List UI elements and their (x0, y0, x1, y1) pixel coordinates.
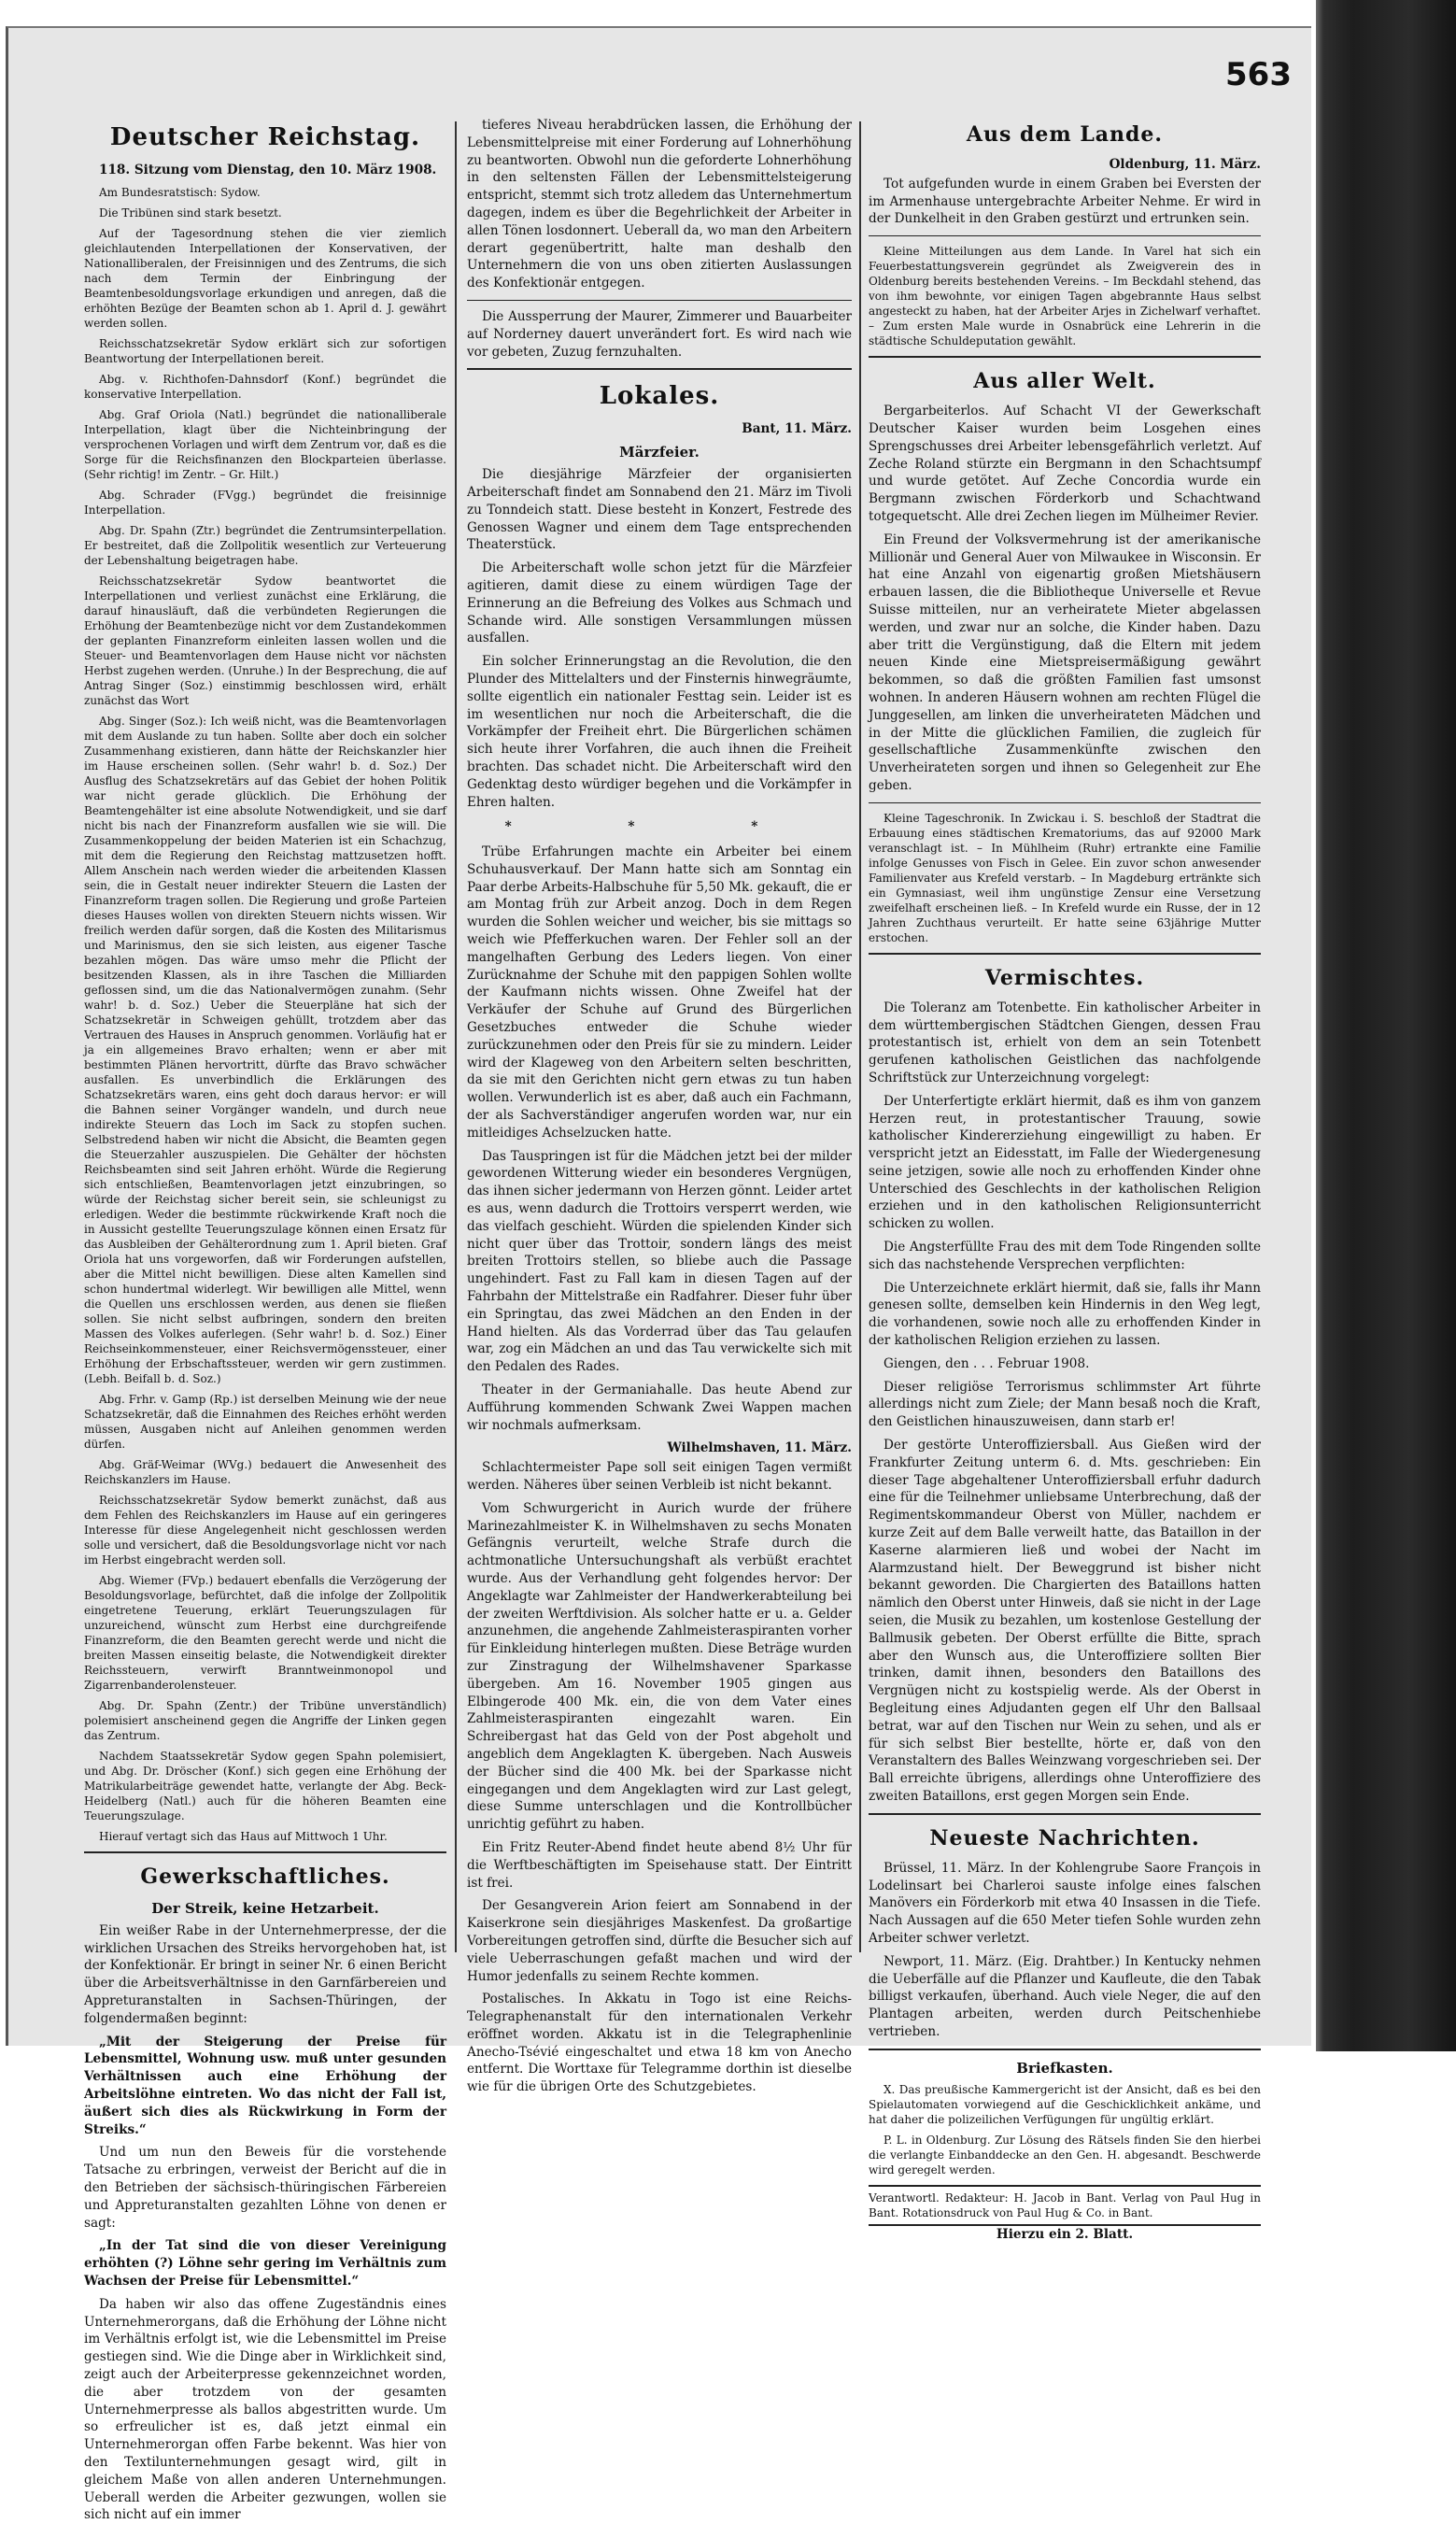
paragraph: Ein weißer Rabe in der Unternehmerpresse, der die wirklichen Ursachen des Streiks hervorgehoben hat, ist der Konfektionär. Er bringt in seiner Nr. 6 einen Bericht über die Arbeitsverhältnisse in den Garnfärbereien und Appreturanstalten in Sachsen-Thüringen, der folgendermaßen beginnt: (84, 1922, 446, 2026)
article-subheading: Der Streik, keine Hetzarbeit. (151, 1899, 379, 1917)
paragraph: Newport, 11. März. (Eig. Drahtber.) In Kentucky nehmen die Ueberfälle auf die Pflanzer und Kaufleute, die den Tabak billigst verkaufen, überhand. Auch viele Neger, die auf den Plantagen arbeiten, werden durch Peitschenhiebe vertrieben. (869, 1953, 1261, 2039)
paragraph: Abg. Dr. Spahn (Zentr.) der Tribüne unverständlich) polemisiert anscheinend gegen die Angriffe der Linken gegen das Zentrum. (84, 1698, 446, 1742)
column-1 (84, 117, 446, 2523)
paragraph: Ein Fritz Reuter-Abend findet heute abend 8½ Uhr für die Werftbeschäftigten im Speisehause statt. Der Eintritt ist frei. (467, 1839, 852, 1891)
paragraph: Abg. Gräf-Weimar (WVg.) bedauert die Anwesenheit des Reichskanzlers im Hause. (84, 1457, 446, 1486)
section-heading-aus-dem-lande: Aus dem Lande. (966, 122, 1164, 147)
paragraph: Die Aussperrung der Maurer, Zimmerer und Bauarbeiter auf Norderney dauert unverändert fort. Es wird nach wie vor gebeten, Zuzug fernzuhalten. (467, 308, 852, 360)
article-subheading: Märzfeier. (619, 444, 700, 461)
imprint: Verantwortl. Redakteur: H. Jacob in Bant. Verlag von Paul Hug in Bant. Rotationsdruck von Paul Hug & Co. in Bant. (869, 2185, 1261, 2226)
paragraph: P. L. in Oldenburg. Zur Lösung des Rätsels finden Sie den hierbei die verlangte Einbanddecke an den Gen. H. abgesandt. Beschwerde wird geregelt werden. (869, 2133, 1261, 2177)
supplement-notice: Hierzu ein 2. Blatt. (996, 2226, 1134, 2242)
dateline: Bant, 11. März. (742, 421, 852, 437)
section-rule (869, 953, 1261, 955)
paragraph: Trübe Erfahrungen machte ein Arbeiter bei einem Schuhausverkauf. Der Mann hatte sich am Sonntag ein Paar derbe Arbeits-Halbschuhe für 5,50 Mk. gekauft, die er am Montag früh zur Arbeit anzog. Doch in dem Regen wurden die Sohlen weicher und weicher, bis sie mittags so weich wie Pfefferkuchen waren. Der Fehler soll an der mangelhaften Gerbung des Leders liegen. Von einer Zurücknahme der Schuhe mit den pappigen Sohlen wollte der Kaufmann nichts wissen. Ohne Zweifel hat der Verkäufer der Schuhe auf Grund des Bürgerlichen Gesetzbuches entweder die Schuhe wieder zurückzunehmen oder den Preis für sie zu mindern. Leider wird der Klageweg von den Arbeitern selten beschritten, da sie mit den Gerichten nicht gern etwas zu tun haben wollen. Verwunderlich ist es aber, daß auch ein Fachmann, der als Sachverständiger angerufen worden war, nur ein mitleidiges Achselzucken hatte. (467, 844, 852, 1141)
column-divider (859, 121, 861, 1952)
paragraph: Am Bundesratstisch: Sydow. (99, 185, 261, 199)
paragraph: Abg. Singer (Soz.): Ich weiß nicht, was die Beamtenvorlagen mit dem Auslande zu tun haben. Sollte aber doch ein solcher Zusammenhang existieren, dann hätte der Reichskanzler hier im Hause erscheinen sollen. (Sehr wahr! b. d. Soz.) Der Ausflug des Schatzsekretärs auf das Gebiet der hohen Politik war nicht gerade glücklich. Die Erhöhung der Beamtengehälter ist eine absolute Notwendigkeit, und sie darf nicht bis nach der Finanzreform ausfallen wie sie will. Die Zusammenkoppelung der beiden Materien ist ein Schachzug, mit dem die Regierung den Reichstag mattzusetzen hofft. Allem Anschein nach werden wieder die arbeitenden Klassen sein, die in Gestalt neuer indirekter Steuern die Lasten der Finanzreform tragen sollen. Die Regierung und große Parteien dieses Hauses wollen von direkten Steuern nichts wissen. Wir freilich werden dafür sorgen, daß die Kosten des Militarismus und Marinismus, den sie sich leisten, aus eigener Tasche bezahlen mögen. Das wäre umso mehr die Pflicht der besitzenden Klassen, als in ihre Taschen die Milliarden geflossen sind, um die das Nationalvermögen zunahm. (Sehr wahr! b. d. Soz.) Ueber die Steuerpläne hat sich der Schatzsekretär in Schweigen gehüllt, trotzdem aber das Vertrauen des Hauses in Anspruch genommen. Vorläufig hat er ja ein allgemeines Bravo erhalten; wenn er aber mit bestimmten Plänen hervortritt, dürfte das Bravo schwächer ausfallen. Es unverbindlich die Erklärungen des Schatzsekretärs waren, eins geht doch daraus hervor: er will die Bahnen seiner Vorgänger wandeln, und durch neue indirekte Steuern das Loch im Sack zu stopfen suchen. Selbstredend haben wir nicht die Absicht, die Beamten gegen die Steuerzahler auszuspielen. Die Gehälter der höchsten Reichsbeamten sind seit Jahren erhöht. Würde die Regierung sich entschließen, Beamtenvorlagen jetzt einzubringen, so würde der Reichstag sicher bereit sein, sie schleunigst zu erledigen. Weder die bestimmte rückwirkende Kraft noch die in Aussicht gestellte Teuerungszulage können einen Ersatz für das Ausbleiben der Gehälterordnung zum 1. April bieten. Graf Oriola hat uns vorgeworfen, daß wir Forderungen aufstellen, aber die Mittel nicht bewilligen. Diese alten Kamellen sind schon hundertmal widerlegt. Wir bewilligen alle Mittel, wenn die Quellen uns erschlossen werden, aus denen sie fließen sollen. Sie nicht selbst aufbringen, sondern den breiten Massen des Volkes auferlegen. (Sehr wahr! b. d. Soz.) Einer Reichseinkommensteuer, einer Reichsvermögenssteuer, einer Erhöhung der Erbschaftssteuer, werden wir gern zustimmen. (Lebh. Beifall b. d. Soz.) (84, 714, 446, 1385)
paragraph: Nachdem Staatssekretär Sydow gegen Spahn polemisiert, und Abg. Dr. Dröscher (Konf.) sich gegen eine Erhöhung der Matrikularbeiträge gewendet hatte, verlangte der Abg. Beck-Heidelberg (Natl.) auch für die höheren Beamten eine Teuerungszulage. (84, 1749, 446, 1822)
paragraph: Giengen, den . . . Februar 1908. (883, 1355, 1090, 1371)
paragraph: Postalisches. In Akkatu in Togo ist eine Reichs-Telegraphenanstalt für den internationalen Verkehr eröffnet worden. Akkatu ist in die Telegraphenlinie Anecho-Tsévié eingeschaltet und etwa 18 km von Anecho entfernt. Die Worttaxe für Telegramme dorthin ist dieselbe wie für die übrigen Orte des Schutzgebietes. (467, 1992, 852, 2095)
paragraph: Kleine Mitteilungen aus dem Lande. In Varel hat sich ein Feuerbestattungsverein gegründet als Zweigverein des in Oldenburg bereits bestehenden Vereins. – Im Beckdahl stehend, das von ihm bewohnte, vor einigen Tagen abgebrannte Haus selbst angesteckt zu haben, hat der Arbeiter Arjes in Zichelwarf verhaftet. – Zum ersten Male wurde in Osnabrück eine Lehrerin in die städtische Schuldeputation gewählt. (869, 245, 1261, 348)
paragraph: Tot aufgefunden wurde in einem Graben bei Eversten der im Armenhause untergebrachte Arbeiter Nehme. Er wird in der Dunkelheit in den Graben gestürzt und ertrunken sein. (869, 176, 1261, 227)
book-binding-edge (1316, 0, 1456, 2051)
paragraph: Dieser religiöse Terrorismus schlimmster Art führte allerdings nicht zum Ziele; der Mann besaß noch die Kraft, den Geistlichen hinauszuweisen, dann starb er! (869, 1379, 1261, 1430)
paragraph: Hierauf vertagt sich das Haus auf Mittwoch 1 Uhr. (99, 1829, 388, 1843)
paragraph: Die diesjährige Märzfeier der organisierten Arbeiterschaft findet am Sonnabend den 21. März im Tivoli zu Tonndeich statt. Diese besteht in Konzert, Festrede des Genossen Wagner und einem dem Tage entsprechenden Theaterstück. (467, 467, 852, 553)
paragraph: Reichsschatzsekretär Sydow bemerkt zunächst, daß aus dem Fehlen des Reichskanzlers im Hause auf ein geringeres Interesse für diese Angelegenheit nicht geschlossen werden solle und versichert, daß die Besoldungsvorlage nicht vor nach im Herbst eingebracht werden soll. (84, 1493, 446, 1567)
paragraph: Abg. Wiemer (FVp.) bedauert ebenfalls die Verzögerung der Besoldungsvorlage, befürchtet, daß die infolge der Zollpolitik eingetretene Teuerung, erklärt Teuerungszulagen für unzureichend, wünscht zum Herbst eine durchgreifende Finanzreform, die den Beamten gerecht werde und nicht die breiten Massen einseitig belaste, die Notwendigkeit direkter Reichssteuern, verwirft Branntweinmonopol und Zigarrenbanderolensteuer. (84, 1573, 446, 1692)
paragraph: Reichsschatzsekretär Sydow beantwortet die Interpellationen und verliest zunächst eine Erklärung, die darauf hinausläuft, daß die verbündeten Regierungen die Erhöhung der Beamtenbezüge nicht vor dem Zustandekommen der geplanten Finanzreform einleiten lassen wollen und die Steuer- und Beamtenvorlagen dem Hause nicht vor nächsten Herbst zugehen werden. (Unruhe.) In der Besprechung, die auf Antrag Singer (Soz.) einstimmig beschlossen wird, erhält zunächst das Wort (84, 574, 446, 707)
paragraph: Das Tauspringen ist für die Mädchen jetzt bei der milder gewordenen Witterung wieder ein besonderes Vergnügen, das ihnen sicher jedermann von Herzen gönnt. Leider artet es aus, wenn dadurch die Trottoirs versperrt werden, wie das vielfach geschieht. Würden die spielenden Kinder sich nicht quer über das Trottoir, sondern längs des meist breiten Trottoirs stellen, so bliebe auch die Passage ungehindert. Fast zu Fall kam in diesen Tagen auf der Fahrbahn der Mittelstraße ein Radfahrer. Dieser fuhr über ein Springtau, das zwei Mädchen an den Enden in der Hand hielten. Als das Vorderrad über das Tau gelaufen war, zog ein Mädchen an und das Tau verwickelte sich mit den Pedalen des Rades. (467, 1148, 852, 1375)
section-rule (467, 300, 852, 301)
section-heading-briefkasten: Briefkasten. (1016, 2059, 1113, 2077)
paragraph: Da haben wir also das offene Zugeständnis eines Unternehmerorgans, daß die Erhöhung der Löhne nicht im Verhältnis erfolgt ist, wie die Lebensmittel im Preise gestiegen sind. Wie die Dinge aber in Wirklichkeit sind, zeigt auch der Arbeiterpresse gekennzeichnet worden, die aber trotzdem von der gesamten Unternehmerpresse als ballos abgestritten wurde. Um so erfreulicher ist es, daß jetzt einmal ein Unternehmerorgan offen Farbe bekennt. Was hier von den Textilunternehmungen gesagt wird, gilt in gleichem Maße von allen anderen Unternehmungen. Ueberall werden die Arbeiter gezwungen, wollen sie sich nicht auf ein immer (84, 2296, 446, 2523)
paragraph: Bergarbeiterlos. Auf Schacht VI der Gewerkschaft Deutscher Kaiser wurden beim Losgehen eines Sprengschusses drei Arbeiter lebensgefährlich verletzt. Auf Zeche Roland stürzte ein Bergmann in den Schachtsumpf und wurde getötet. Auf Zeche Concordia wurde ein Bergmann zwischen Förderkorb und Schachtwand totgequetscht. Alle drei Zechen liegen im Mülheimer Revier. (869, 404, 1261, 524)
paragraph: Der gestörte Unteroffiziersball. Aus Gießen wird der Frankfurter Zeitung unterm 6. d. Mts. geschrieben: Ein dieser Tage abgehaltener Unteroffiziersball erfuhr dadurch eine für die Teilnehmer unliebsame Unterbrechung, daß der Regimentskommandeur Oberst von Müller, nachdem er kurze Zeit auf dem Balle verweilt hatte, das Bataillon in der Kaserne alarmieren ließ und wobei der Nacht im Alarmzustand hielt. Der Beweggrund ist bisher nicht bekannt geworden. Die Chargierten des Bataillons hatten nämlich den Oberst unter Hinweis, daß sie nicht in der Lage seien, die Musik zu bezahlen, um kostenlose Gestellung der Ballmusik gebeten. Der Oberst erfüllte die Bitte, sprach aber den Wunsch aus, die Unteroffiziere sollten Bier trinken, damit ihnen, besonders den Bataillons des Vergnügen nicht zu kostspielig werde. Als der Oberst in Begleitung eines Adjudanten gegen elf Uhr den Ballsaal betrat, war auf den Tischen nur Wein zu sehen, und als er für sich selbst Bier bestellte, hörte er, daß von den Veranstaltern des Balles Weinzwang vorgeschrieben sei. Der Ball erreichte übrigens, allerdings ohne Unteroffiziere des zweiten Bataillons, erst gegen Morgen sein Ende. (869, 1438, 1261, 1804)
paragraph: Der Unterfertigte erklärt hiermit, daß es ihm von ganzem Herzen reut, in protestantischer Trauung, sowie katholischer Kindererziehung eingewilligt zu haben. Er verspricht jetzt an Eidesstatt, im Falle der Wiedergenesung seine jetzigen, sowie alle noch zu erhoffenden Kinder ohne Unterschied des Geschlechts in der katholischen Religion erziehen und in den katholischen Religionsunterricht schicken zu wollen. (869, 1093, 1261, 1232)
paragraph: Die Unterzeichnete erklärt hiermit, daß sie, falls ihr Mann genesen sollte, demselben kein Hindernis in den Weg legt, die vorhandenen, sowie noch alle zu erhoffenden Kinder in der katholischen Religion erziehen zu lassen. (869, 1280, 1261, 1349)
paragraph: Ein Freund der Volksvermehrung ist der amerikanische Millionär und General Auer von Milwaukee in Wisconsin. Er hat eine Anzahl von eigenartig großen Mietshäusern erbauen lassen, die die Bibliotheque Universelle et Revue Suisse mitteilen, nur an verheiratete Mieter abgelassen werden, und zwar nur an solche, die Kinder haben. Dazu aber tritt die Vergünstigung, daß die Eltern mit jedem neuen Kinde eine Mietspreisermäßigung gewährt bekommen, so daß die größten Familien fast umsonst wohnen. In anderen Häusern wohnen am rechten Flügel die Junggesellen, am linken die unverheirateten Mädchen und in der Mitte die glücklichen Familien, die zugleich für gesellschaftliche Zusammenkünfte zwischen den Unverheirateten sorgen und ihnen so Gelegenheit zur Ehe geben. (869, 532, 1261, 793)
column-2 (467, 117, 852, 2095)
section-rule (84, 1851, 446, 1853)
paragraph: Reichsschatzsekretär Sydow erklärt sich zur sofortigen Beantwortung der Interpellationen bereit. (84, 336, 446, 365)
paragraph: Auf der Tagesordnung stehen die vier ziemlich gleichlautenden Interpellationen der Konservativen, der Nationalliberalen, der Freisinnigen und des Zentrums, die sich nach dem Termin der Einbringung der Beamtenbesoldungsvorlage erkundigen und anregen, daß die erhöhten Bezüge der Beamten schon ab 1. April d. J. gewährt werden sollen. (84, 226, 446, 330)
paragraph: Der Gesangverein Arion feiert am Sonnabend in der Kaiserkrone sein diesjähriges Maskenfest. Da großartige Vorbereitungen getroffen sind, dürfte die Besucher sich auf viele Ueberraschungen gefaßt machen und wird der Humor jedenfalls zu seinem Rechte kommen. (467, 1898, 852, 1984)
section-heading-gewerkschaftliches: Gewerkschaftliches. (140, 1864, 390, 1889)
paragraph: Brüssel, 11. März. In der Kohlengrube Saore François in Lodelinsart bei Charleroi sauste infolge eines falschen Manövers ein Förderkorb mit etwa 40 Insassen in die Tiefe. Nach Aussagen auf die 650 Meter tiefen Sohle wurden zehn Arbeiter schwer verletzt. (869, 1860, 1261, 1946)
section-heading-neueste-nachrichten: Neueste Nachrichten. (929, 1825, 1200, 1850)
paragraph: Theater in der Germaniahalle. Das heute Abend zur Aufführung kommenden Schwank Zwei Wappen machen wir nochmals aufmerksam. (467, 1383, 852, 1433)
paragraph: Die Tribünen sind stark besetzt. (99, 206, 282, 220)
paragraph: Kleine Tageschronik. In Zwickau i. S. beschloß der Stadtrat die Erbauung eines städtischen Krematoriums, das auf 92000 Mark veranschlagt ist. – In Mühlheim (Ruhr) ertrankte eine Familie infolge Genusses von Fisch in Gelee. Ein zuvor schon anwesender Familienvater aus Krefeld verstarb. – In Magdeburg ertränkte sich ein Gymnasiast, weil ihm ungünstige Zensur eine Versetzung zweifelhaft erscheinen ließ. – In Krefeld wurde ein Russe, der in 12 Jahren Zuchthaus verurteilt. Er hatte seine 63jährige Mutter erstochen. (869, 811, 1261, 944)
section-rule (869, 802, 1261, 803)
section-rule (869, 235, 1261, 236)
paragraph: Abg. Frhr. v. Gamp (Rp.) ist derselben Meinung wie der neue Schatzsekretär, daß die Einnahmen des Reiches erhöht werden müssen, Ausgaben nicht auf Anleihen genommen werden dürfen. (84, 1392, 446, 1451)
section-rule (869, 2049, 1261, 2050)
paragraph: tieferes Niveau herabdrücken lassen, die Erhöhung der Lebensmittelpreise mit einer Forderung auf Lohnerhöhung zu beantworten. Obwohl nun die geforderte Lohnerhöhung in den seltensten Fällen der Lebensmittelsteigerung entspricht, stemmt sich trotz alledem das Unternehmertum dagegen, indem es über die Begehrlichkeit der Arbeiter in allen Tönen losdonnert. Ueberall da, wo man den Arbeitern derart gegenübertritt, halte man deshalb den Unternehmern die von uns oben zitierten Auslassungen des Konfektionär entgegen. (467, 118, 852, 291)
session-line: 118. Sitzung vom Dienstag, den 10. März 1908. (99, 163, 437, 177)
paragraph: X. Das preußische Kammergericht ist der Ansicht, daß es bei den Spielautomaten vorwiegend auf die Geschicklichkeit ankäme, und hat daher die polizeilichen Verfügungen für ungültig erklärt. (869, 2082, 1261, 2126)
paragraph: Die Toleranz am Totenbette. Ein katholischer Arbeiter in dem württembergischen Städtchen Giengen, dessen Frau protestantisch ist, erhielt von dem an sein Totenbett gerufenen katholischen Geistlichen das nachfolgende Schriftstück zur Unterzeichnung vorgelegt: (869, 1000, 1261, 1085)
paragraph: Abg. v. Richthofen-Dahnsdorf (Konf.) begründet die konservative Interpellation. (84, 372, 446, 401)
quote-paragraph: „In der Tat sind die von dieser Vereinigung erhöhten (?) Löhne sehr gering im Verhältnis zum Wachsen der Preise für Lebensmittel.“ (84, 2238, 446, 2289)
dateline: Wilhelmshaven, 11. März. (667, 1440, 852, 1456)
paragraph: Abg. Schrader (FVgg.) begründet die freisinnige Interpellation. (84, 488, 446, 517)
paragraph: Vom Schwurgericht in Aurich wurde der frühere Marinezahlmeister K. in Wilhelmshaven zu sechs Monaten Gefängnis verurteilt, welche Strafe durch die achtmonatliche Untersuchungshaft als verbüßt erachtet wurde. Aus der Verhandlung geht folgendes hervor: Der Angeklagte war Zahlmeister der Handwerkerabteilung bei der zweiten Werftdivision. Als solcher hatte er u. a. Gelder anzunehmen, die angehende Zahlmeisteraspiranten vorher für Einkleidung hinterlegen mußten. Diese Beträge wurden zur Zinstragung der Wilhelmshavener Sparkasse übergeben. Am 16. November 1905 gingen aus Elbingerode 400 Mk. ein, die von dem Vater eines Zahlmeisteraspiranten eingezahlt waren. Ein Schreibergast hat das Geld von der Post abgeholt und angeblich dem Angeklagten K. übergeben. Nach Ausweis der Bücher sind die 400 Mk. bei der Sparkasse nicht eingegangen und dem Angeklagten wird zur Last gelegt, diese Summe unterschlagen und die Kontrollbücher unrichtig geführt zu haben. (467, 1500, 852, 1833)
paragraph: Abg. Graf Oriola (Natl.) begründet die nationalliberale Interpellation, klagt über die Nichteinbringung der versprochenen Vorlagen und wirft dem Zentrum vor, daß es die Sorge für die Reichsfinanzen den Blockparteien überlasse. (Sehr richtig! im Zentr. – Gr. Hilt.) (84, 407, 446, 481)
section-rule (869, 356, 1261, 358)
paragraph: Die Arbeiterschaft wolle schon jetzt für die Märzfeier agitieren, damit diese zu einem würdigen Tage der Erinnerung an die Befreiung des Volkes aus Schmach und Schande wird. Alle sonstigen Versammlungen müssen ausfallen. (467, 560, 852, 646)
separator-stars: * * * (504, 819, 814, 835)
paragraph: Und um nun den Beweis für die vorstehende Tatsache zu erbringen, verweist der Bericht auf die in den Betrieben der sächsisch-thüringischen Färbereien und Appreturanstalten gezahlten Löhne von denen er sagt: (84, 2145, 446, 2231)
section-rule (467, 368, 852, 370)
section-heading-aus-aller-welt: Aus aller Welt. (973, 369, 1156, 394)
section-rule (869, 1813, 1261, 1815)
quote-paragraph: „Mit der Steigerung der Preise für Lebensmittel, Wohnung usw. muß unter gesunden Verhältnissen auch eine Erhöhung der Arbeitslöhne eintreten. Wo das nicht der Fall ist, äußert sich dies als Rückwirkung in Form der Streiks.“ (84, 2034, 446, 2137)
page-number: 563 (1225, 56, 1292, 93)
paragraph: Abg. Dr. Spahn (Ztr.) begründet die Zentrumsinterpellation. Er bestreitet, daß die Zollpolitik wesentlich zur Verteuerung der Lebenshaltung beigetragen habe. (84, 523, 446, 567)
section-heading-reichstag: Deutscher Reichstag. (109, 123, 421, 151)
column-3 (869, 117, 1261, 2242)
paragraph: Ein solcher Erinnerungstag an die Revolution, die den Plunder des Mittelalters und der Finsternis hinwegräumte, sollte eigentlich ein nationaler Festtag sein. Leider ist es im wesentlichen nur noch die Arbeiterschaft, die die Vorkämpfer der Freiheit ehrt. Die Bürgerlichen schämen sich heute ihrer Vorfahren, die auch ihnen die Freiheit brachten. Das schadet nicht. Die Arbeiterschaft wird den Gedenktag desto würdiger begehen und die Vorkämpfer in Ehren halten. (467, 654, 852, 810)
section-heading-vermischtes: Vermischtes. (984, 965, 1145, 990)
paragraph: Die Angsterfüllte Frau des mit dem Tode Ringenden sollte sich das nachstehende Versprechen verpflichten: (869, 1240, 1261, 1272)
section-heading-lokales: Lokales. (599, 382, 720, 411)
paragraph: Schlachtermeister Pape soll seit einigen Tagen vermißt werden. Näheres über seinen Verbleib ist nicht bekannt. (467, 1460, 852, 1493)
column-divider (455, 121, 457, 1952)
dateline: Oldenburg, 11. März. (1109, 157, 1261, 172)
